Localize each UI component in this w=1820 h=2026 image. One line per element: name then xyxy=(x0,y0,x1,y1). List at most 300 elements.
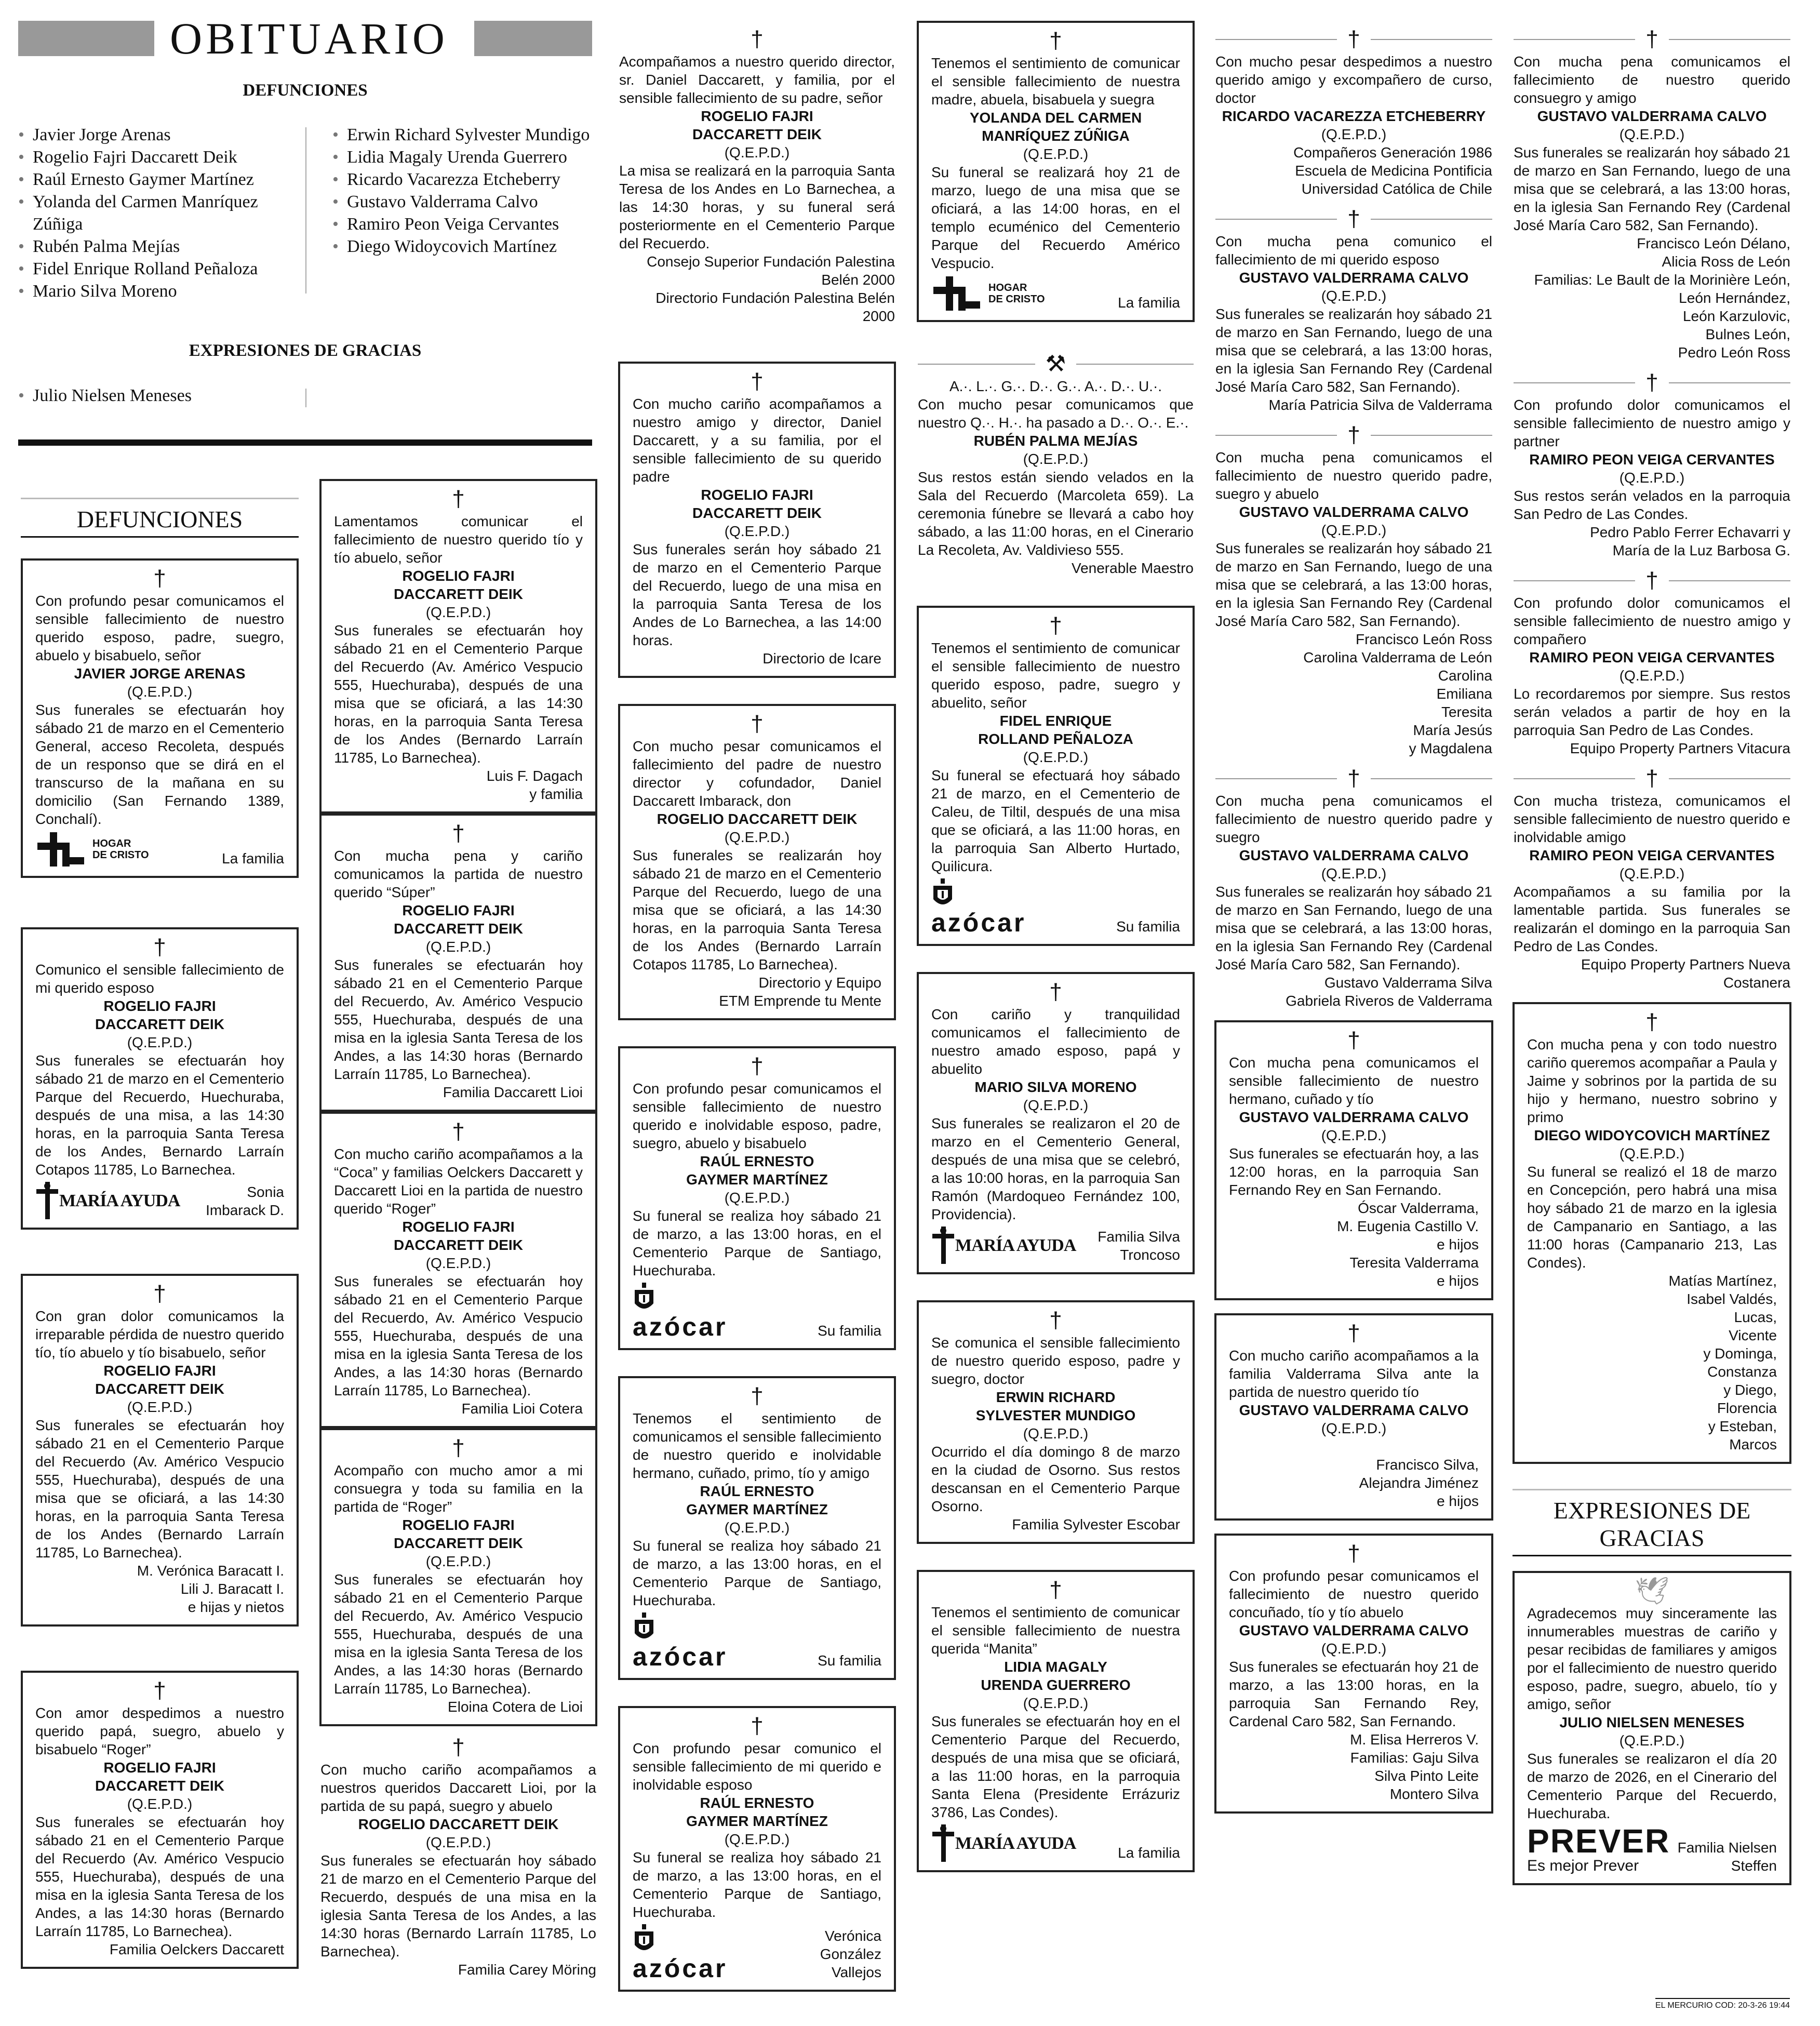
obituary-notice xyxy=(1214,1534,1493,1814)
deceased-name: SYLVESTER MUNDIGO xyxy=(975,1407,1136,1423)
notice-footer xyxy=(633,1924,881,1981)
column-4 xyxy=(917,21,1195,1872)
gratitude-text: Agradecemos muy sinceramente las innumerables muestras de cariño y pesar recibidas de familiares y amigos por el fallecimiento de nuestro querido esposo, padre, suegro, abuelo, tío y amigo, señor xyxy=(1527,1605,1777,1712)
rule-line xyxy=(1215,778,1337,779)
masthead-divider xyxy=(18,439,592,446)
deceased-name: RAMIRO PEON VEIGA CERVANTES xyxy=(1529,847,1775,863)
notice-signature: Francisco León Ross Carolina Valderrama de León Carolina Emiliana Teresita María Jesús y Magdalena xyxy=(1303,631,1492,756)
notice-body: Sus funerales se efectuarán hoy sábado 21 en el Cementerio Parque del Recuerdo (Av. Américo Vespucio 555, Huechuraba), después de una misa en la iglesia Santa Teresa de los Andes, a las 14:30 horas (Bernardo Larraín 11785, Lo Barnechea). xyxy=(35,1814,284,1939)
notice-intro: Con mucha pena comunico el fallecimiento de mi querido esposo xyxy=(1215,233,1492,268)
notice-footer xyxy=(931,1227,1180,1264)
rule-line xyxy=(1669,39,1790,40)
notice-signature: M. Elisa Herreros V. Familias: Gaju Silva Silva Pinto Leite Montero Silva xyxy=(1350,1731,1479,1802)
cross-icon: † xyxy=(1645,370,1658,395)
notice-intro: Con mucho pesar comunicamos que nuestro Q.·. H.·. ha pasado a D.·. O.·. E.·. xyxy=(918,396,1194,431)
rule-line xyxy=(1514,382,1635,383)
crucifix-icon xyxy=(931,1824,955,1862)
obituary-notice xyxy=(1214,23,1493,203)
obituary-notice xyxy=(319,1731,597,1984)
notice-body: Sus funerales se realizarán hoy sábado 21 de marzo en San Fernando, luego de una misa que se celebrará, a las 13:00 horas, en la iglesia San Fernando Rey (Cardenal José María Caro 582, San Fernando). xyxy=(1215,540,1492,629)
azocar-crest-icon xyxy=(633,1283,655,1314)
deceased-name: GUSTAVO VALDERRAMA CALVO xyxy=(1239,1622,1469,1638)
notice-body: Sus funerales se efectuarán hoy sábado 21 en el Cementerio Parque del Recuerdo (Av. Américo Vespucio 555, Huechuraba), después de una misa que se oficiará, a las 14:30 horas, en la parroquia Santa Teresa de los Andes (Bernardo Larraín 11785, Lo Barnechea). xyxy=(334,622,583,766)
obituary-notice xyxy=(1214,1020,1493,1300)
qepd-label: (Q.E.P.D.) xyxy=(1619,470,1685,486)
deceased-name: RAÚL ERNESTO xyxy=(700,1795,814,1811)
notice-intro: Con mucho cariño acompañamos a la “Coca” y familias Oelckers Daccarett y Daccarett Lioi en la partida de nuestro querido “Roger” xyxy=(334,1146,583,1217)
qepd-label: (Q.E.P.D.) xyxy=(1321,1420,1387,1436)
notice-signature: Francisco León Délano, Alicia Ross de León Familias: Le Bault de la Morinière León, León Hernández, León Karzulovic, Bulnes León, Pedro León Ross xyxy=(1534,235,1790,361)
obituary-notice xyxy=(21,1671,299,1969)
index-entry: • Rubén Palma Mejías xyxy=(18,235,301,258)
deceased-name: ROGELIO FAJRI xyxy=(103,1760,216,1776)
masthead-bar-right xyxy=(474,21,592,56)
notice-intro: Con mucha pena comunicamos el fallecimiento de nuestro querido consuegro y amigo xyxy=(1514,54,1790,106)
azocar-logo xyxy=(633,1924,727,1981)
notice-body: Sus funerales se efectuarán hoy sábado 21 en el Cementerio Parque del Recuerdo, Av. Américo Vespucio 555, Huechuraba, después de una misa en la iglesia Santa Teresa de los Andes, a las 14:30 horas (Bernardo Larraín 11785, Lo Barnechea). xyxy=(334,1571,583,1697)
azocar-wordmark: azócar xyxy=(931,908,1026,937)
notice-body: Sus restos están siendo velados en la Sala del Recuerdo (Marcoleta 659). La ceremonia fúnebre se llevará a cabo hoy sábado, a las 11:00 horas, en el Cinerario La Recoleta, Av. Valdivieso 555. xyxy=(918,469,1194,558)
index-list-left xyxy=(18,124,301,302)
notice-body: Sus funerales se realizarán hoy sábado 21 de marzo en San Fernando, luego de una misa que se celebrará, a las 13:00 horas, en la iglesia San Fernando Rey (Cardenal José María Caro 582, San Fernando). xyxy=(1215,884,1492,972)
notice-intro: Con mucha pena y con todo nuestro cariño queremos acompañar a Paula y Jaime y sobrinos por la partida de su hijo y hermano, nuestro sobrino y primo xyxy=(1527,1036,1777,1125)
cross-icon: † xyxy=(751,1054,764,1079)
notice-body: Su funeral se realizó el 18 de marzo en Concepción, pero habrá una misa hoy sábado 21 de marzo en la iglesia de Campanario en Santiago, a las 11:00 horas (Campanario 213, Las Condes). xyxy=(1527,1164,1777,1271)
deceased-name: MANRÍQUEZ ZÚÑIGA xyxy=(982,128,1130,144)
notice-intro: Con mucha pena comunicamos el fallecimiento de nuestro querido padre y suegro xyxy=(1215,793,1492,845)
qepd-label: (Q.E.P.D.) xyxy=(425,604,491,620)
obituary-notice xyxy=(917,1570,1195,1872)
obituary-notice xyxy=(1513,367,1791,565)
obituary-notice xyxy=(1513,23,1791,367)
qepd-label: (Q.E.P.D.) xyxy=(1023,1097,1089,1113)
index-entry: • Ricardo Vacarezza Etcheberry xyxy=(332,168,603,191)
deceased-name: GAYMER MARTÍNEZ xyxy=(686,1171,828,1188)
notice-body: Sus funerales se realizarán hoy sábado 21 de marzo en San Fernando, luego de una misa que se celebrará, a las 13:00 horas, en la iglesia San Fernando Rey (Cardenal José María Caro 582, San Fernando). xyxy=(1514,144,1790,233)
notice-signature: Francisco Silva, Alejandra Jiménez e hijos xyxy=(1359,1457,1479,1509)
notice-signature: Óscar Valderrama, M. Eugenia Castillo V. e hijos Teresita Valderrama e hijos xyxy=(1337,1200,1479,1289)
section-heading-gratitude: EXPRESIONES DE GRACIAS xyxy=(1513,1489,1791,1556)
notice-body: Acompañamos a su familia por la lamentable partida. Sus funerales se realizarán el domingo en la parroquia San Pedro de Las Condes. xyxy=(1514,884,1790,954)
notice-body: Sus funerales se efectuarán hoy, a las 12:00 horas, en la parroquia San Fernando Rey en San Fernando. xyxy=(1229,1145,1479,1198)
gratitude-signature: Familia Nielsen Steffen xyxy=(1677,1840,1777,1874)
deceased-name: DIEGO WIDOYCOVICH MARTÍNEZ xyxy=(1534,1127,1770,1143)
prever-tagline: Es mejor Prever xyxy=(1527,1857,1639,1874)
qepd-label: (Q.E.P.D.) xyxy=(1023,1425,1089,1442)
cross-header xyxy=(1215,423,1492,447)
notice-body: Sus funerales se efectuarán hoy sábado 21 en el Cementerio Parque del Recuerdo, Av. Américo Vespucio 555, Huechuraba, después de una misa en la iglesia Santa Teresa de los Andes, a las 14:30 horas (Bernardo Larraín 11785, Lo Barnechea). xyxy=(334,1273,583,1398)
index-list-thanks xyxy=(18,384,301,407)
notice-intro: Con amor despedimos a nuestro querido papá, suegro, abuelo y bisabuelo “Roger” xyxy=(35,1705,284,1757)
obituary-notice xyxy=(1513,565,1791,763)
obituary-notice xyxy=(618,704,896,1020)
notice-footer xyxy=(633,1612,881,1670)
cross-icon: † xyxy=(751,1713,764,1739)
cross-icon: † xyxy=(1645,766,1658,791)
crucifix-icon xyxy=(931,1227,955,1264)
gratitude-name: JULIO NIELSEN MENESES xyxy=(1559,1714,1745,1730)
notice-intro: Con cariño y tranquilidad comunicamos el fallecimiento de nuestro amado esposo, papá y abuelito xyxy=(931,1006,1180,1077)
cross-icon: † xyxy=(452,486,465,512)
notice-signature: Familia Silva Troncoso xyxy=(1098,1229,1180,1263)
notice-signature: Sonia Imbarack D. xyxy=(206,1184,284,1218)
qepd-label: (Q.E.P.D.) xyxy=(127,1399,193,1415)
notice-body: Su funeral se realiza hoy sábado 21 de marzo, a las 13:00 horas, en el Cementerio Parque de Santiago, Huechuraba. xyxy=(633,1849,881,1920)
notice-footer xyxy=(931,1824,1180,1862)
cross-header xyxy=(1215,207,1492,231)
deceased-name: ROGELIO DACCARETT DEIK xyxy=(358,1816,559,1832)
deceased-name: GUSTAVO VALDERRAMA CALVO xyxy=(1239,847,1469,863)
deceased-name: GUSTAVO VALDERRAMA CALVO xyxy=(1239,270,1469,286)
notice-intro: Con profundo pesar comunicamos el sensible fallecimiento de nuestro querido e inolvidable esposo, padre, suegro, abuelo y bisabuelo xyxy=(633,1081,881,1151)
qepd-label: (Q.E.P.D.) xyxy=(425,1255,491,1271)
deceased-name: URENDA GUERRERO xyxy=(981,1677,1131,1693)
mason-line: A.·. L.·. G.·. D.·. G.·. A.·. D.·. U.·. xyxy=(949,378,1162,394)
deceased-name: GUSTAVO VALDERRAMA CALVO xyxy=(1239,504,1469,520)
index-entry: • Ramiro Peon Veiga Cervantes xyxy=(332,213,603,235)
hogar-cross-mark-icon xyxy=(35,831,87,868)
cross-icon: † xyxy=(751,711,764,737)
index-entry: • Julio Nielsen Meneses xyxy=(18,384,301,407)
obituary-notice xyxy=(917,21,1195,322)
notice-intro: Con profundo pesar comunico el sensible fallecimiento de mi querido e inolvidable esposo xyxy=(633,1740,881,1793)
notice-signature: Consejo Superior Fundación Palestina Belén 2000 Directorio Fundación Palestina Belén 2000 xyxy=(647,254,895,324)
index-entry: • Javier Jorge Arenas xyxy=(18,124,301,146)
hogar-cross-mark-icon xyxy=(931,275,983,312)
cross-icon: † xyxy=(452,1735,465,1760)
notice-signature: Familia Lioi Cotera xyxy=(461,1401,583,1417)
column-3 xyxy=(618,23,896,1992)
index-entry: • Diego Widoycovich Martínez xyxy=(332,235,603,258)
cross-icon: † xyxy=(1049,1308,1062,1333)
maria-ayuda-wordmark: MARÍA AYUDA xyxy=(59,1191,180,1210)
qepd-label: (Q.E.P.D.) xyxy=(724,1190,790,1206)
deceased-name: MARIO SILVA MORENO xyxy=(974,1079,1137,1095)
obituary-notice xyxy=(1214,203,1493,419)
notice-body: Sus funerales se realizarán hoy sábado 21 de marzo en el Cementerio Parque del Recuerdo, luego de una misa que se oficiará, a las 14:30 horas, en la parroquia Santa Teresa de los Andes (Bernardo Larraín Cotapos 11785, Lo Barnechea). xyxy=(633,847,881,972)
cross-icon: † xyxy=(153,935,166,960)
cross-icon: † xyxy=(452,1435,465,1461)
notice-body: Sus funerales se realizaron el 20 de marzo en el Cementerio General, después de una misa que se celebró, a las 10:00 horas, en la parroquia San Ramón (Mardoqueo Fernández 100, Providencia). xyxy=(931,1115,1180,1222)
index-entry: • Mario Silva Moreno xyxy=(18,280,301,302)
notice-footer xyxy=(633,1283,881,1340)
notice-body: La misa se realizará en la parroquia Santa Teresa de los Andes en Lo Barnechea, a las 14:30 horas, y su funeral será posteriormente en el Cementerio Parque del Recuerdo. xyxy=(619,163,895,251)
gratitude-section xyxy=(1513,1489,1791,1885)
obituary-notice xyxy=(1513,1002,1791,1464)
deceased-name: ROGELIO FAJRI xyxy=(402,1517,515,1533)
notice-footer xyxy=(35,831,284,868)
notice-body: Lo recordaremos por siempre. Sus restos serán velados a partir de hoy en la parroquia San Pedro de Las Condes. xyxy=(1514,686,1790,738)
qepd-label: (Q.E.P.D.) xyxy=(425,1553,491,1569)
notice-intro: Con mucha tristeza, comunicamos el sensible fallecimiento de nuestro querido e inolvidable amigo xyxy=(1514,793,1790,845)
qepd-label: (Q.E.P.D.) xyxy=(724,829,790,845)
qepd-label: (Q.E.P.D.) xyxy=(1023,146,1089,162)
deceased-name: ROGELIO FAJRI xyxy=(402,1219,515,1235)
maria-ayuda-wordmark: MARÍA AYUDA xyxy=(955,1235,1076,1255)
gratitude-body: Sus funerales se realizaron el día 20 de marzo de 2026, en el Cinerario del Cementerio Parque del Recuerdo, Huechuraba. xyxy=(1527,1751,1777,1821)
cross-icon: † xyxy=(1645,568,1658,593)
notice-footer xyxy=(35,1182,284,1219)
obituary-notice xyxy=(319,1112,597,1428)
notice-intro: Con mucha pena comunicamos el sensible fallecimiento de nuestro hermano, cuñado y tío xyxy=(1229,1055,1479,1107)
rule-line xyxy=(1371,219,1492,220)
rule-line xyxy=(1669,778,1790,779)
notice-intro: Con mucho cariño acompañamos a nuestro amigo y director, Daniel Daccarett, y a su familia, por el sensible fallecimiento de su querido padre xyxy=(633,396,881,485)
section-heading-deaths: DEFUNCIONES xyxy=(21,498,299,538)
notice-signature: Su familia xyxy=(818,1652,881,1669)
notice-intro: Acompañamos a nuestro querido director, sr. Daniel Daccarett, y familia, por el sensible fallecimiento de su padre, señor xyxy=(619,54,895,106)
rule-line xyxy=(1215,39,1337,40)
deceased-name: DACCARETT DEIK xyxy=(394,1535,523,1551)
masthead-bar-left xyxy=(18,21,154,56)
notice-signature: Familia Oelckers Daccarett xyxy=(109,1941,284,1957)
notice-body: Su funeral se efectuará hoy sábado 21 de marzo, en el Cementerio de Caleu, de Tiltil, después de una misa que se oficiará, a las 11:00 horas, en la parroquia San Alberto Hurtado, Quilicura. xyxy=(931,767,1180,874)
notice-footer xyxy=(931,878,1180,936)
index-entry: • Raúl Ernesto Gaymer Martínez xyxy=(18,168,301,191)
hogar-de-cristo-logo xyxy=(35,831,149,868)
cross-header xyxy=(1215,767,1492,791)
deceased-name: DACCARETT DEIK xyxy=(394,586,523,602)
notice-intro: Tenemos el sentimiento de comunicamos el sensible fallecimiento de nuestro querido e inolvidable hermano, cuñado, primo, tío y amigo xyxy=(633,1410,881,1481)
index-entry: • Rogelio Fajri Daccarett Deik xyxy=(18,146,301,168)
cross-icon: † xyxy=(452,821,465,846)
deceased-name: DACCARETT DEIK xyxy=(394,921,523,937)
deceased-name: ROGELIO FAJRI xyxy=(402,902,515,918)
notice-intro: Con mucho pesar despedimos a nuestro querido amigo y excompañero de curso, doctor xyxy=(1215,54,1492,106)
qepd-label: (Q.E.P.D.) xyxy=(1023,1695,1089,1711)
deceased-name: RAMIRO PEON VEIGA CERVANTES xyxy=(1529,649,1775,665)
notice-body: Sus funerales se efectuarán hoy sábado 21 en el Cementerio Parque del Recuerdo (Av. Américo Vespucio 555, Huechuraba), después de una misa que se oficiará, a las 14:30 horas, en la parroquia Santa Teresa de los Andes (Bernardo Larraín 11785, Lo Barnechea). xyxy=(35,1417,284,1561)
notice-signature: M. Verónica Baracatt I. Lili J. Baracatt I. e hijas y nietos xyxy=(137,1563,284,1615)
gratitude-notice xyxy=(1513,1571,1791,1885)
cross-header xyxy=(1514,28,1790,51)
crucifix-icon xyxy=(35,1182,59,1219)
deceased-name: GAYMER MARTÍNEZ xyxy=(686,1813,828,1829)
index-separator xyxy=(305,127,306,294)
deceased-name: GUSTAVO VALDERRAMA CALVO xyxy=(1537,108,1767,124)
qepd-label: (Q.E.P.D.) xyxy=(1023,451,1089,467)
deceased-name: ERWIN RICHARD xyxy=(996,1389,1116,1405)
notice-signature: Matías Martínez, Isabel Valdés, Lucas, Vicente y Dominga, Constanza y Diego, Florencia y Esteban, Marcos xyxy=(1668,1273,1777,1452)
notice-signature: Equipo Property Partners Vitacura xyxy=(1570,740,1790,756)
deceased-name: DACCARETT DEIK xyxy=(95,1381,224,1397)
deceased-name: RICARDO VACAREZZA ETCHEBERRY xyxy=(1222,108,1486,124)
cross-icon: † xyxy=(1049,613,1062,638)
maria-ayuda-wordmark: MARÍA AYUDA xyxy=(955,1833,1076,1853)
notice-body: Sus funerales se efectuarán hoy sábado 21 de marzo en el Cementerio Parque del Recuerdo, después de una misa en la iglesia Santa Teresa de los Andes, a las 14:30 horas (Bernardo Larraín 11785, Lo Barnechea). xyxy=(320,1852,596,1960)
notice-signature: Eloina Cotera de Lioi xyxy=(448,1699,583,1715)
qepd-label: (Q.E.P.D.) xyxy=(1321,865,1387,882)
notice-body: Su funeral se realiza hoy sábado 21 de marzo, a las 13:00 horas, en el Cementerio Parque de Santiago, Huechuraba. xyxy=(633,1538,881,1608)
obituary-notice xyxy=(1214,1313,1493,1521)
obituary-notice xyxy=(21,1274,299,1627)
deceased-name: DACCARETT DEIK xyxy=(692,505,822,521)
notice-body: Sus funerales se efectuarán hoy 21 de marzo, a las 13:00 horas, en la parroquia San Fernando Rey, Cardenal Caro 582, San Fernando. xyxy=(1229,1659,1479,1729)
azocar-crest-icon xyxy=(633,1924,655,1955)
notice-signature: Directorio de Icare xyxy=(762,650,881,667)
deceased-name: GUSTAVO VALDERRAMA CALVO xyxy=(1239,1402,1469,1418)
masthead xyxy=(18,14,592,63)
cross-icon: † xyxy=(1645,1009,1658,1035)
cross-icon: † xyxy=(1347,26,1360,52)
qepd-label: (Q.E.P.D.) xyxy=(425,1834,491,1850)
column-2 xyxy=(319,479,597,1984)
cross-icon: † xyxy=(1049,28,1062,54)
obituary-notice xyxy=(1214,763,1493,1015)
notice-signature: Su familia xyxy=(1116,918,1180,935)
index-list-right xyxy=(332,124,603,258)
notice-signature: Familia Sylvester Escobar xyxy=(1012,1516,1180,1532)
cross-icon: † xyxy=(153,1281,166,1307)
deceased-name: YOLANDA DEL CARMEN xyxy=(969,110,1142,126)
cross-header xyxy=(1514,371,1790,395)
obituary-notice xyxy=(21,558,299,878)
notice-intro: Con gran dolor comunicamos la irreparable pérdida de nuestro querido tío, tío abuelo y tío bisabuelo, señor xyxy=(35,1308,284,1361)
obituary-notice xyxy=(618,362,896,678)
notice-intro: Lamentamos comunicar el fallecimiento de nuestro querido tío y tío abuelo, señor xyxy=(334,513,583,566)
index-entry: • Lidia Magaly Urenda Guerrero xyxy=(332,146,603,168)
azocar-logo xyxy=(633,1612,727,1670)
azocar-logo xyxy=(931,878,1026,936)
qepd-label: (Q.E.P.D.) xyxy=(1321,126,1387,142)
notice-body: Su funeral se realiza hoy sábado 21 de marzo, a las 13:00 horas, en el Cementerio Parque de Santiago, Huechuraba. xyxy=(633,1208,881,1278)
qepd-label: (Q.E.P.D.) xyxy=(724,1831,790,1847)
rule-line xyxy=(1514,580,1635,581)
square-compass-icon: ⚒ xyxy=(1045,351,1066,377)
index-entry: • Yolanda del Carmen Manríquez Zúñiga xyxy=(18,191,301,235)
obituary-notice xyxy=(1214,419,1493,763)
notice-intro: Con profundo pesar comunicamos el fallecimiento de nuestro querido concuñado, tío y tío abuelo xyxy=(1229,1568,1479,1620)
notice-intro: Con mucho pesar comunicamos el fallecimiento del padre de nuestro director y cofundador, Daniel Daccarett Imbarack, don xyxy=(633,738,881,809)
notice-signature: La familia xyxy=(1118,295,1180,311)
notice-signature: Venerable Maestro xyxy=(1071,560,1194,576)
gratitude-qepd: (Q.E.P.D.) xyxy=(1619,1732,1685,1749)
cross-icon: † xyxy=(751,369,764,394)
qepd-label: (Q.E.P.D.) xyxy=(1023,749,1089,765)
deceased-name: ROGELIO FAJRI xyxy=(402,568,515,584)
qepd-label: (Q.E.P.D.) xyxy=(127,1796,193,1812)
index-subhead-thanks: EXPRESIONES DE GRACIAS xyxy=(189,341,422,360)
index-entry: • Erwin Richard Sylvester Mundigo xyxy=(332,124,603,146)
cross-icon: † xyxy=(452,1119,465,1144)
notice-signature: Familia Carey Möring xyxy=(458,1962,596,1978)
deceased-name: DACCARETT DEIK xyxy=(95,1016,224,1032)
cross-icon: † xyxy=(1347,206,1360,232)
cross-header xyxy=(1215,28,1492,51)
notice-body: Sus funerales se efectuarán hoy sábado 21 de marzo en el Cementerio Parque del Recuerdo, Huechuraba, después de una misa, a las 14:30 horas, en la parroquia Santa Teresa de los Andes, Bernardo Larraín Cotapos 11785, Lo Barnechea. xyxy=(35,1052,284,1178)
index-thanks-separator xyxy=(305,389,306,407)
azocar-logo xyxy=(633,1283,727,1340)
obituary-notice xyxy=(21,927,299,1230)
deceased-name: RAMIRO PEON VEIGA CERVANTES xyxy=(1529,451,1775,468)
print-code: EL MERCURIO COD: 20-3-26 19:44 xyxy=(1655,1998,1790,2010)
obituary-notice xyxy=(618,1706,896,1992)
obituary-notice xyxy=(1513,763,1791,997)
cross-icon: † xyxy=(153,1678,166,1703)
rule-line xyxy=(1076,364,1194,365)
deceased-name: DACCARETT DEIK xyxy=(692,126,822,142)
deceased-name: DACCARETT DEIK xyxy=(394,1237,523,1253)
deceased-name: ROLLAND PEÑALOZA xyxy=(978,731,1133,747)
gratitude-footer xyxy=(1527,1822,1777,1875)
obituary-notice xyxy=(917,348,1195,582)
notice-intro: Con mucha pena y cariño comunicamos la partida de nuestro querido “Súper” xyxy=(334,848,583,900)
obituary-notice xyxy=(618,23,896,330)
notice-body: Sus restos serán velados en la parroquia San Pedro de Las Condes. xyxy=(1514,488,1790,522)
obituary-notice xyxy=(917,606,1195,946)
notice-signature: Familia Daccarett Lioi xyxy=(443,1084,583,1100)
index-entry: • Gustavo Valderrama Calvo xyxy=(332,191,603,213)
obituary-notice xyxy=(917,1300,1195,1544)
qepd-label: (Q.E.P.D.) xyxy=(1619,668,1685,684)
maria-ayuda-logo xyxy=(35,1182,180,1219)
notice-intro: Con profundo dolor comunicamos el sensible fallecimiento de nuestro amigo y compañero xyxy=(1514,595,1790,647)
cross-icon: † xyxy=(1049,1577,1062,1603)
column-6 xyxy=(1513,23,1791,1885)
hogar-label xyxy=(988,282,1045,305)
obituary-notice xyxy=(319,479,597,814)
mason-header xyxy=(918,352,1194,376)
deceased-name: ROGELIO FAJRI xyxy=(103,1363,216,1379)
deceased-name: ROGELIO FAJRI xyxy=(701,487,813,503)
dove-icon: 🕊 xyxy=(1635,1576,1669,1606)
cross-icon: † xyxy=(153,566,166,591)
deceased-name: LIDIA MAGALY xyxy=(1004,1659,1107,1675)
hogar-label xyxy=(92,838,149,861)
qepd-label: (Q.E.P.D.) xyxy=(425,939,491,955)
notice-signature: Directorio y Equipo ETM Emprende tu Mente xyxy=(719,975,881,1009)
qepd-label: (Q.E.P.D.) xyxy=(127,684,193,700)
qepd-label: (Q.E.P.D.) xyxy=(1321,1127,1387,1143)
notice-intro: Acompaño con mucho amor a mi consuegra y toda su familia en la partida de “Roger” xyxy=(334,1462,583,1515)
deceased-name: RAÚL ERNESTO xyxy=(700,1153,814,1169)
deceased-name: RAÚL ERNESTO xyxy=(700,1483,814,1499)
notice-body: Sus funerales se realizarán hoy sábado 21 de marzo en San Fernando, luego de una misa que se celebrará, a las 13:00 horas, en la iglesia San Fernando Rey (Cardenal José María Caro 582, San Fernando). xyxy=(1215,306,1492,395)
deceased-name: GUSTAVO VALDERRAMA CALVO xyxy=(1239,1109,1469,1125)
cross-header xyxy=(1514,569,1790,593)
cross-icon: † xyxy=(751,1383,764,1409)
notice-signature: Verónica González Vallejos xyxy=(820,1928,881,1980)
deceased-name: ROGELIO FAJRI xyxy=(701,108,813,124)
cross-icon: † xyxy=(1347,766,1360,791)
notice-footer xyxy=(931,275,1180,312)
deceased-name: ROGELIO FAJRI xyxy=(103,998,216,1014)
azocar-crest-icon xyxy=(633,1612,655,1644)
cross-header xyxy=(1514,767,1790,791)
rule-line xyxy=(1514,39,1635,40)
notice-intro: Con mucho cariño acompañamos a nuestros queridos Daccarett Lioi, por la partida de su papá, suegro y abuelo xyxy=(320,1762,596,1814)
hogar-line-1: HOGAR xyxy=(988,282,1027,294)
obituary-notice xyxy=(618,1046,896,1350)
qepd-label: (Q.E.P.D.) xyxy=(1619,1145,1685,1162)
hogar-de-cristo-logo xyxy=(931,275,1045,312)
notice-signature: Pedro Pablo Ferrer Echavarri y María de la Luz Barbosa G. xyxy=(1590,524,1790,558)
qepd-label: (Q.E.P.D.) xyxy=(724,523,790,539)
notice-body: Sus funerales serán hoy sábado 21 de marzo en el Cementerio Parque del Recuerdo, luego de una misa en la parroquia Santa Teresa de los Andes de Lo Barnechea, a las 14:00 horas. xyxy=(633,541,881,648)
maria-ayuda-logo xyxy=(931,1227,1076,1264)
deceased-name: FIDEL ENRIQUE xyxy=(999,713,1112,729)
notice-body: Su funeral se realizará hoy 21 de marzo, luego de una misa que se oficiará, a las 14:00 horas, en el templo ecuménico del Cementerio Parque del Recuerdo Américo Vespucio. xyxy=(931,164,1180,271)
notice-intro: Tenemos el sentimiento de comunicar el sensible fallecimiento de nuestra madre, abuela, bisabuela y suegra xyxy=(931,55,1180,108)
deceased-name: RUBÉN PALMA MEJÍAS xyxy=(973,433,1138,449)
obituary-notice xyxy=(319,814,597,1112)
rule-line xyxy=(1371,778,1492,779)
notice-intro: Tenemos el sentimiento de comunicar el sensible fallecimiento de nuestro querido esposo, padre, suegro y abuelito, señor xyxy=(931,640,1180,711)
hogar-line-1: HOGAR xyxy=(92,838,131,849)
deceased-name: DACCARETT DEIK xyxy=(95,1778,224,1794)
notice-signature: La familia xyxy=(1118,1845,1180,1861)
deceased-name: JAVIER JORGE ARENAS xyxy=(74,665,246,682)
